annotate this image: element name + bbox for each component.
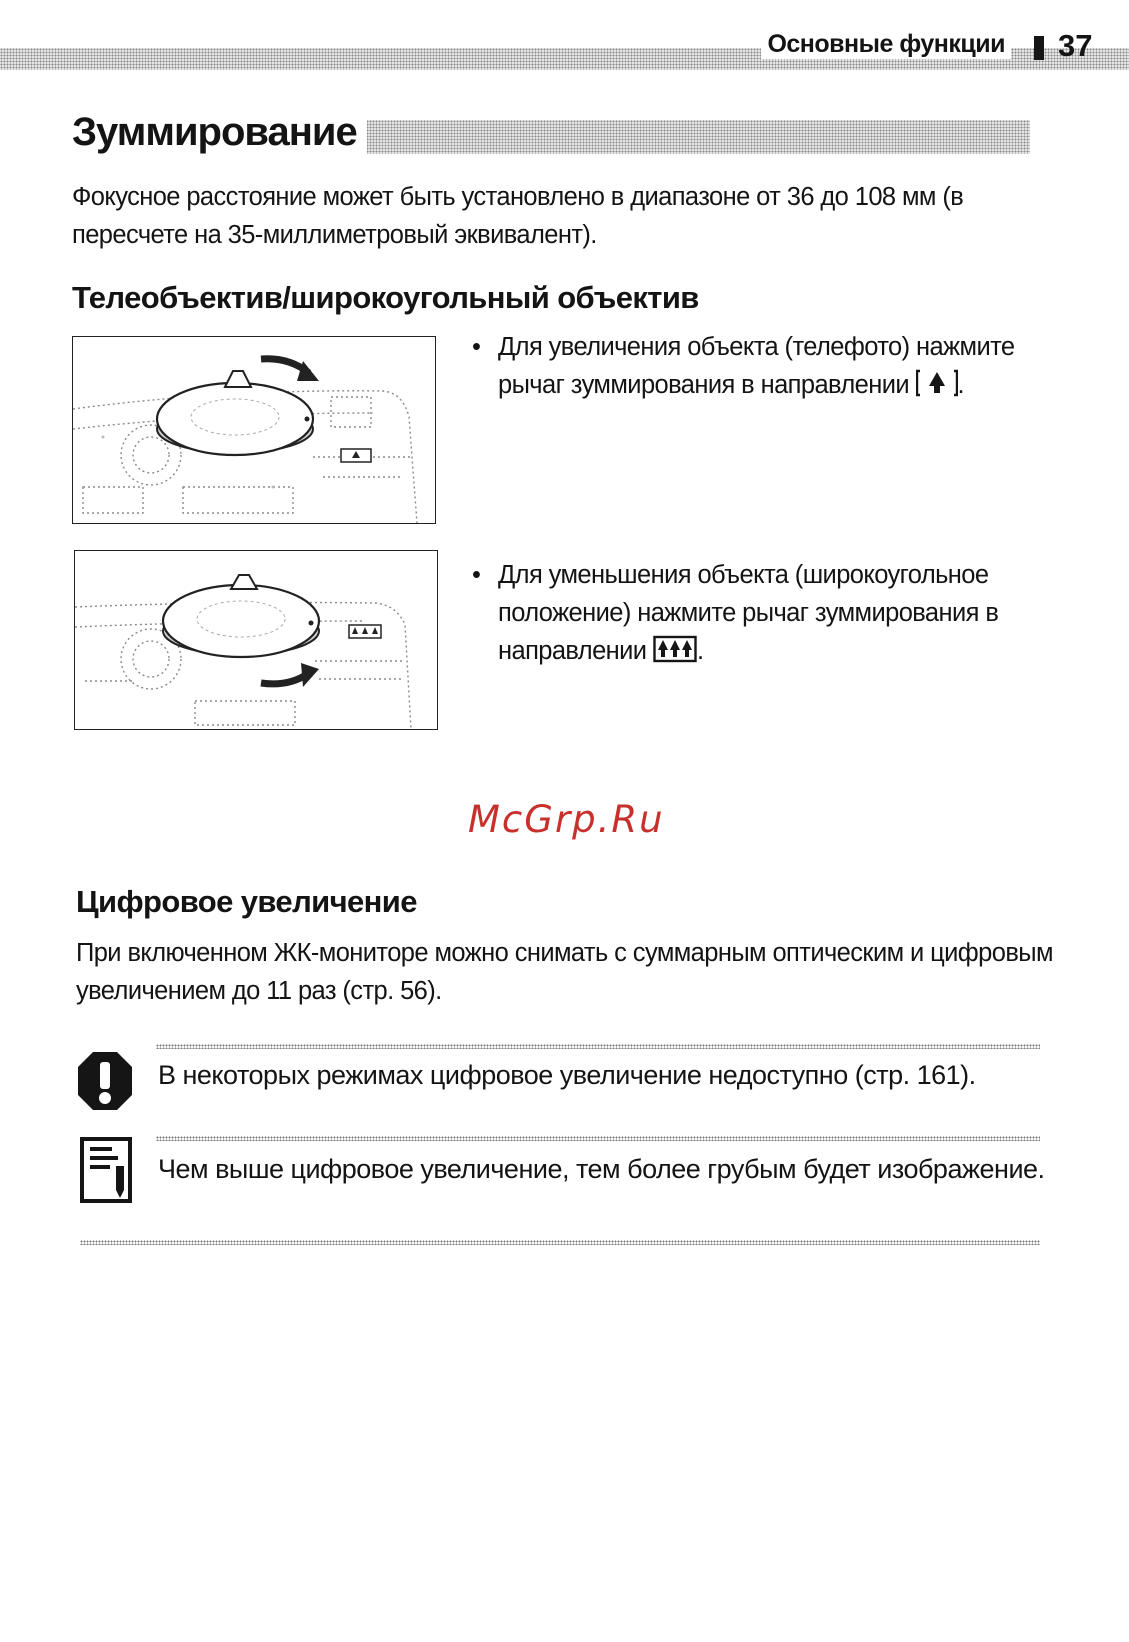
bullet-dot: • (472, 561, 481, 589)
header-separator-bar (1034, 36, 1044, 60)
tele-instruction-text: Для увеличения объекта (телефото) нажмите рычаг зуммирования в направлении (498, 333, 1015, 399)
running-header-section: Основные функции (761, 30, 1011, 59)
tele-instruction-end: . (957, 371, 965, 399)
section-title: Зуммирование (72, 106, 367, 158)
note-text: Чем выше цифровое увеличение, тем более грубым будет изображение. (158, 1154, 1045, 1184)
divider-rule (156, 1136, 1040, 1141)
zoom-lever-wide-illustration (74, 550, 438, 730)
intro-paragraph: Фокусное расстояние может быть установлено в диапазоне от 36 до 108 мм (в пересчете на 35-миллиметровый эквивалент). (72, 183, 964, 249)
divider-rule (80, 1240, 1040, 1245)
wide-instruction-text: Для уменьшения объекта (широкоугольное положение) нажмите рычаг зуммирования в направлении (498, 561, 999, 665)
zoom-lever-tele-illustration (72, 336, 436, 524)
digital-zoom-paragraph: При включенном ЖК-мониторе можно снимать с суммарным оптическим и цифровым увеличением до 11 раз (стр. 56). (76, 939, 1053, 1005)
wide-instruction-end: . (696, 637, 704, 665)
caution-icon (76, 1050, 134, 1117)
note-icon (80, 1136, 134, 1209)
telephoto-icon (916, 369, 958, 408)
watermark-text: McGrp.Ru (468, 798, 665, 841)
caution-text: В некоторых режимах цифровое увеличение недоступно (стр. 161). (158, 1060, 976, 1090)
tele-wide-heading: Телеобъектив/широкоугольный объектив (72, 280, 699, 315)
tele-instruction (472, 328, 1058, 408)
divider-rule (156, 1044, 1040, 1049)
page-number: 37 (1058, 28, 1093, 63)
wide-instruction (472, 556, 1058, 674)
digital-zoom-heading: Цифровое увеличение (76, 884, 417, 919)
wide-angle-icon (653, 635, 697, 674)
bullet-dot: • (472, 333, 481, 361)
